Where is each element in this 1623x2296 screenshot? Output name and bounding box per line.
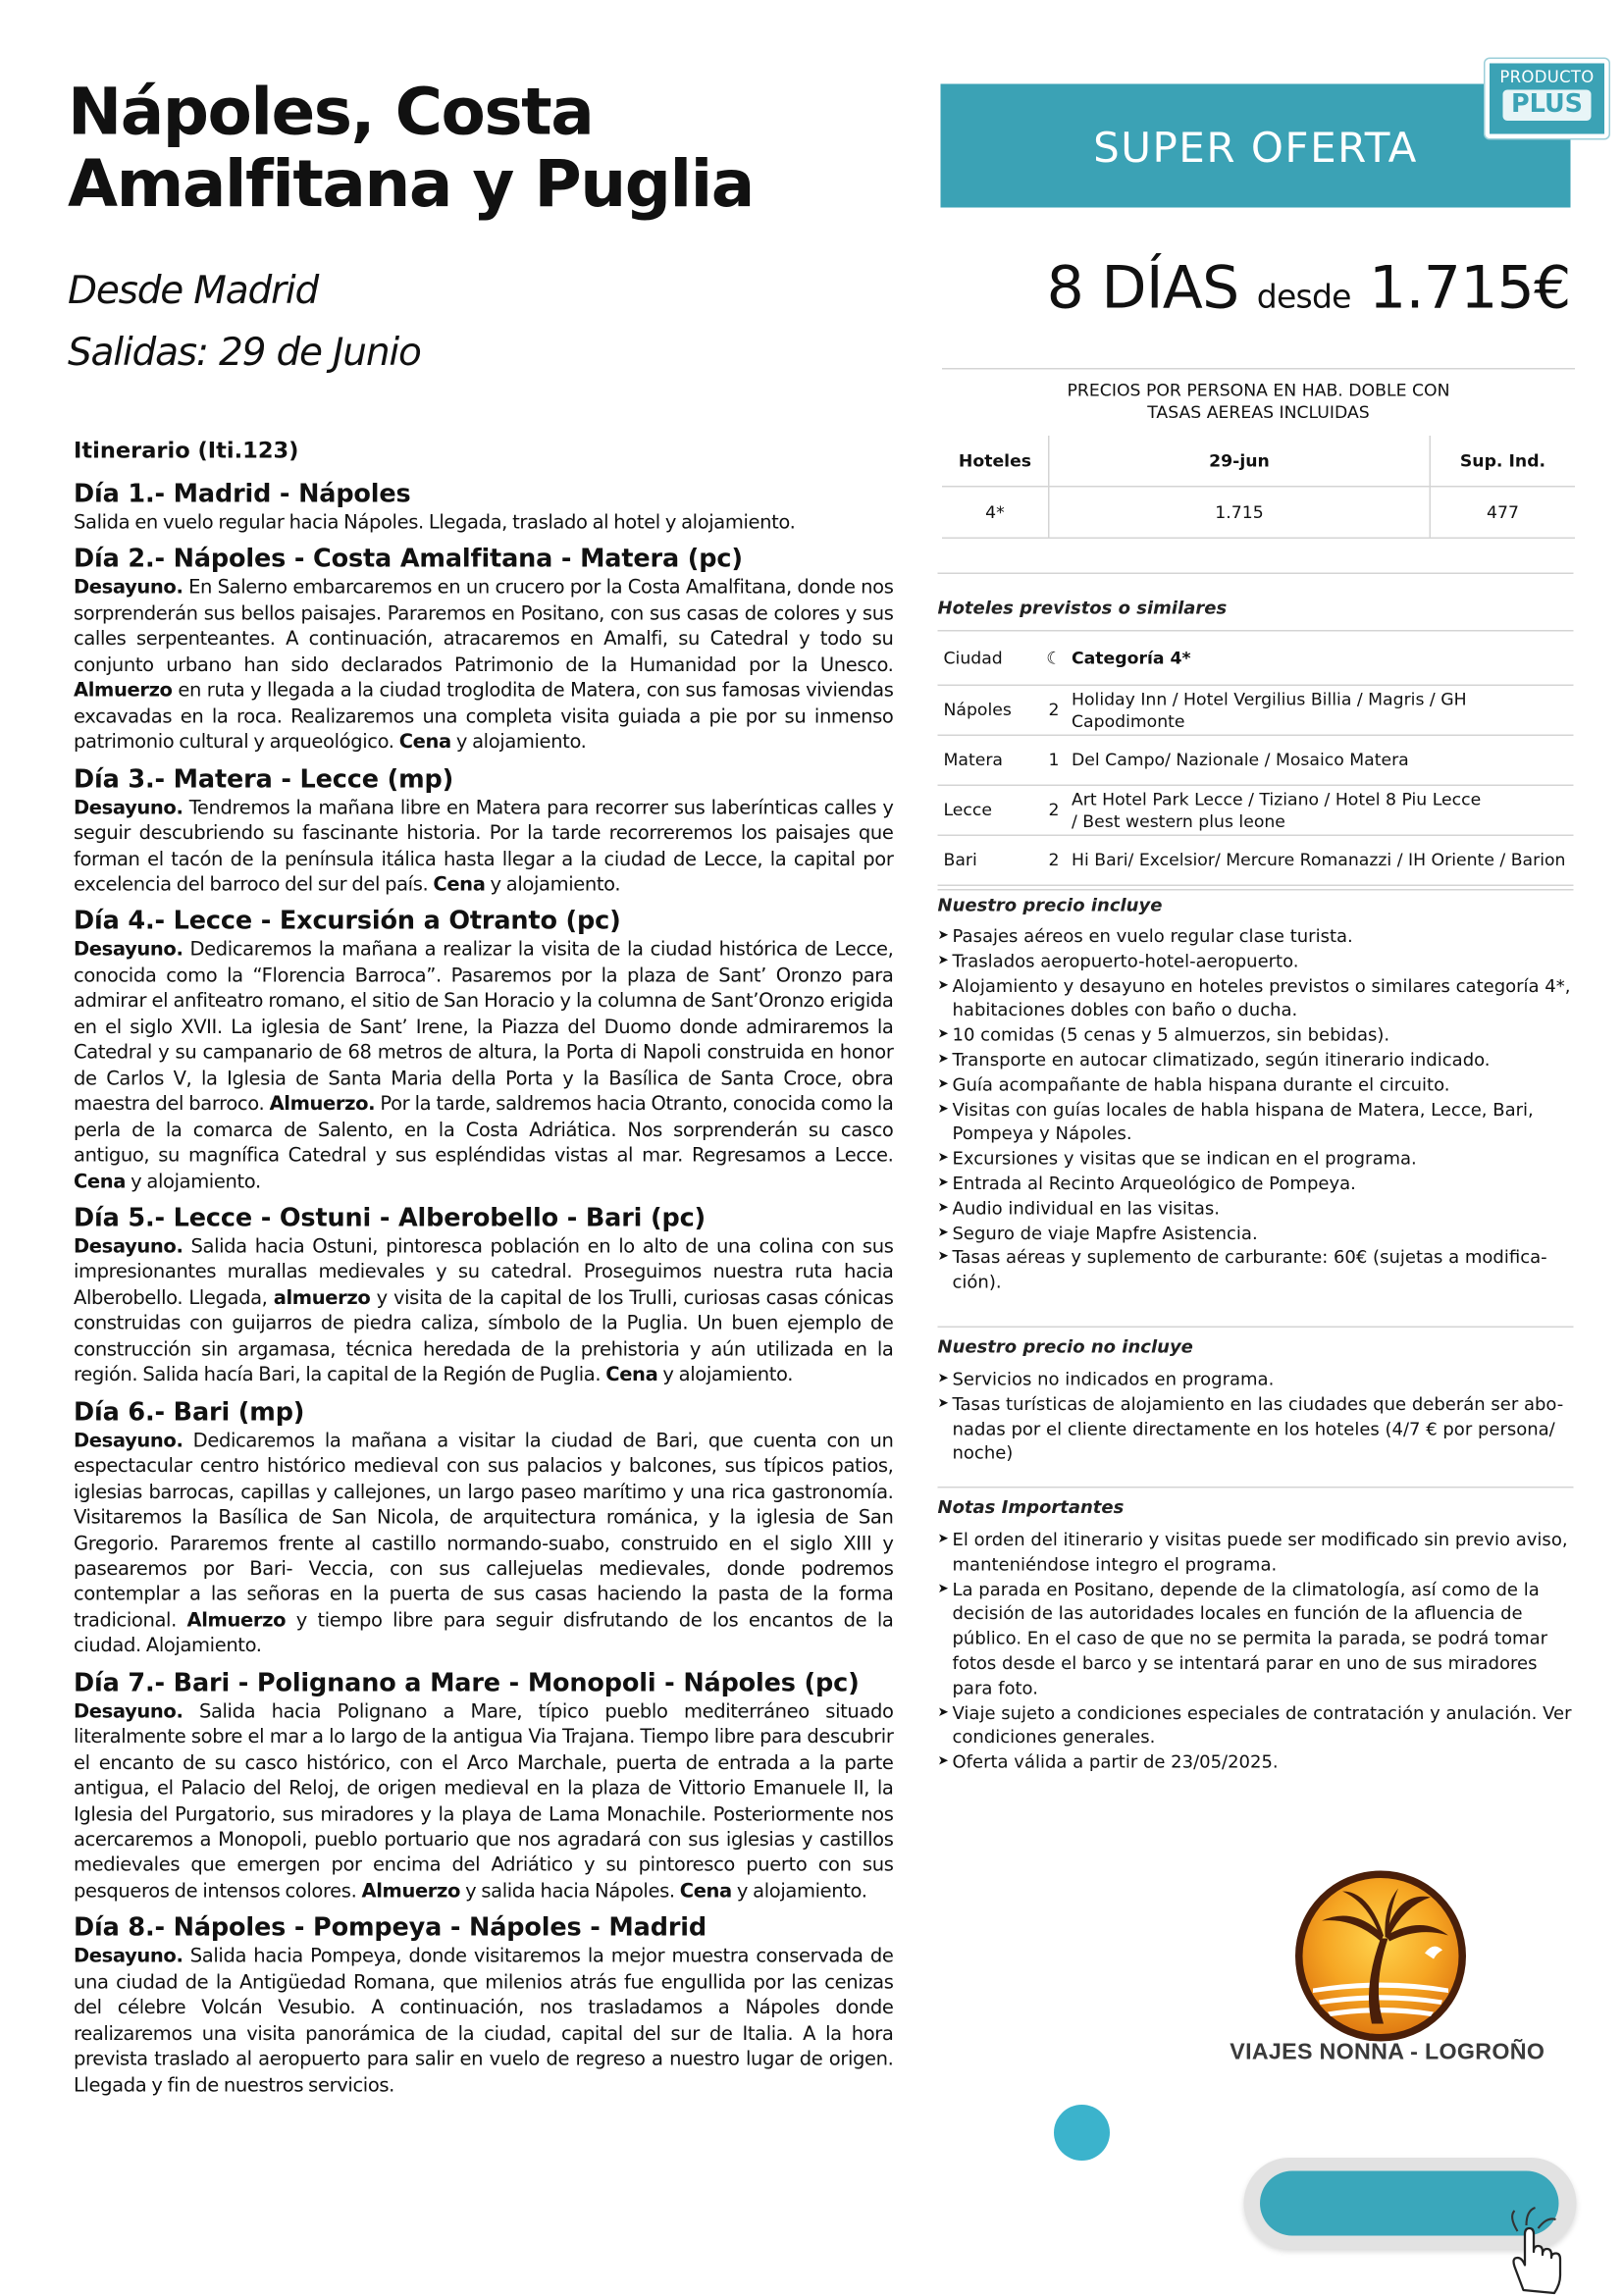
day-description bbox=[74, 796, 894, 899]
day-title: Día 5.- Lecce - Ostuni - Alberobello - Bari (pc) bbox=[74, 1203, 707, 1233]
divider bbox=[942, 368, 1575, 370]
includes-item: ➤ Pasajes aéreos en vuelo regular clase turista. bbox=[938, 924, 1574, 949]
day-highlight: Desayuno. bbox=[74, 1430, 183, 1453]
day-description bbox=[74, 576, 894, 756]
itinerary-day bbox=[74, 1204, 894, 1389]
title-line-2: Amalfitana y Puglia bbox=[68, 147, 754, 223]
includes-item: ➤ Entrada al Recinto Arqueológico de Pompeya. bbox=[938, 1172, 1574, 1196]
day-text: Por la tarde, saldremos hacia Otranto, conocida como la perla de la comarca de Salento, en la Costa Adriática. Nos sorprenderán su casco antiguo, su magnífica Catedral y sus espléndidas vistas al mar. Regresamos a Lecce. bbox=[74, 1093, 894, 1168]
notes-item: ➤ El orden del itinerario y visitas puede ser modificado sin previo aviso, manteniéndose integro el programa. bbox=[938, 1528, 1574, 1577]
includes-item: ➤ Alojamiento y desayuno en hoteles previstos o similares categoría 4*, habitaciones dobles con baño o ducha. bbox=[938, 973, 1574, 1022]
hotel-row bbox=[938, 835, 1574, 885]
itinerary-day bbox=[74, 1914, 894, 2100]
price-header-hotels: Hoteles bbox=[942, 436, 1049, 487]
day-highlight: Desayuno. bbox=[74, 577, 183, 600]
includes-item: ➤ Transporte en autocar climatizado, según itinerario indicado. bbox=[938, 1048, 1574, 1072]
day-highlight: Cena bbox=[605, 1364, 658, 1387]
headline-price bbox=[1047, 253, 1571, 335]
day-text: y tiempo libre para seguir disfrutando de los encantos de la ciudad. Alojamiento. bbox=[74, 1609, 894, 1658]
pointer-hand-icon bbox=[1494, 2202, 1571, 2296]
day-text: Salida hacia Polignano a Mare, típico pueblo mediterráneo situado literalmente sobre el mar a lo largo de la antigua Via Trajana. Tiempo libre para descubrir el encanto de su casco histórico, con el Arco Marchale, puerta de entrada a la parte antigua, el Palacio del Reloj, de origen medieval en la plaza de Vittorio Emanuele II, la Iglesia del Purgatorio, sus miradores y la playa de Lama Monachile. Posteriormente nos acercaremos a Monopoli, pueblo portuario que nos agradará con sus iglesias y castillos medievales que emergen por encima del Adriático y su pintoresco puerto con sus pesqueros de intensos colores. bbox=[74, 1700, 894, 1904]
day-text: y alojamiento. bbox=[485, 873, 621, 897]
day-highlight: Desayuno. bbox=[74, 1235, 183, 1259]
hotel-nights: 2 bbox=[1042, 685, 1066, 735]
day-highlight: Cena bbox=[74, 1171, 127, 1193]
day-title: Día 3.- Matera - Lecce (mp) bbox=[74, 764, 454, 795]
day-title: Día 1.- Madrid - Nápoles bbox=[74, 480, 411, 509]
excludes-section bbox=[938, 1335, 1574, 1467]
day-highlight: Almuerzo bbox=[361, 1880, 461, 1904]
itinerary-day bbox=[74, 1669, 894, 1905]
day-description bbox=[74, 511, 894, 537]
includes-item: ➤ Traslados aeropuerto-hotel-aeropuerto. bbox=[938, 949, 1574, 973]
decorative-dot bbox=[1054, 2105, 1110, 2161]
includes-item: ➤ Visitas con guías locales de habla hispana de Matera, Lecce, Bari, Pompeya y Nápoles. bbox=[938, 1097, 1574, 1146]
price-cell-supplement: 477 bbox=[1430, 487, 1575, 539]
hotels-header-category: Categoría 4* bbox=[1066, 631, 1574, 686]
price-amount: 1.715€ bbox=[1369, 254, 1571, 323]
hotel-row bbox=[938, 685, 1574, 735]
itinerary-day bbox=[74, 546, 894, 757]
day-text: Salida hacia Ostuni, pintoresca población en lo alto de una colina con sus impresionantes murallas medievales y su catedral. Proseguimos nuestra ruta hacia Alberobello. Llegada, bbox=[74, 1235, 894, 1310]
price-cell-price: 1.715 bbox=[1049, 487, 1431, 539]
itinerary-day bbox=[74, 908, 894, 1195]
excludes-list bbox=[938, 1368, 1574, 1467]
price-cell-category: 4* bbox=[942, 487, 1049, 539]
brand-name: VIAJES NONNA - LOGROÑO bbox=[1230, 2040, 1545, 2065]
hotel-city: Nápoles bbox=[938, 685, 1043, 735]
super-offer-banner bbox=[941, 84, 1571, 208]
itinerary-day bbox=[74, 480, 894, 537]
price-table-header bbox=[942, 436, 1575, 487]
day-text: y visita de la capital de los Trulli, curiosas casas cónicas construidas con guijarros de piedra caliza, símbolo de la Puglia. Un buen ejemplo de construcción sin argamasa, técnica heredada de la prehistoria y aún utilizada en la región. Salida hacía Bari, la capital de la Región de Puglia. bbox=[74, 1287, 894, 1387]
includes-item: ➤ Seguro de viaje Mapfre Asistencia. bbox=[938, 1221, 1574, 1245]
notes-list bbox=[938, 1528, 1574, 1775]
includes-item: ➤ 10 comidas (5 cenas y 5 almuerzos, sin bebidas). bbox=[938, 1023, 1574, 1048]
price-table bbox=[942, 436, 1575, 539]
includes-title: Nuestro precio incluye bbox=[937, 895, 1163, 915]
day-highlight: Desayuno. bbox=[74, 1700, 183, 1724]
day-text: y alojamiento. bbox=[731, 1880, 867, 1904]
day-highlight: Almuerzo bbox=[74, 680, 173, 703]
day-text: y alojamiento. bbox=[657, 1364, 794, 1387]
prices-caption-line-1: PRECIOS POR PERSONA EN HAB. DOBLE CON bbox=[1067, 380, 1450, 400]
day-title: Día 2.- Nápoles - Costa Amalfitana - Matera (pc) bbox=[74, 545, 743, 575]
day-highlight: Almuerzo bbox=[186, 1609, 287, 1633]
day-highlight: Desayuno. bbox=[74, 939, 183, 963]
badge-top-text: PRODUCTO bbox=[1499, 68, 1595, 87]
day-text: Dedicaremos la mañana a realizar la visita de la ciudad histórica de Lecce, conocida como la “Florencia Barroca”. Pasaremos por la plaza de Sant’ Oronzo para admirar el anfiteatro romano, el sitio de San Horacio y la columna de Sant’Oronzo erigida en el siglo XVII. La iglesia de Sant’ Irene, la Piazza del Duomo donde admiraremos la Catedral y su campanario de 68 metros de altura, la Porta di Napoli construida en honor de Carlos V, la Iglesia de Santa Maria della Porta y la Basílica de Santa Croce, obra maestra del barroco. bbox=[74, 939, 894, 1117]
day-highlight: Cena bbox=[679, 1880, 732, 1904]
divider bbox=[938, 1327, 1574, 1329]
hotel-city: Bari bbox=[938, 835, 1043, 885]
price-table-row bbox=[942, 487, 1575, 539]
divider bbox=[938, 1487, 1574, 1488]
day-text: Salida en vuelo regular hacia Nápoles. Llegada, traslado al hotel y alojamiento. bbox=[74, 512, 796, 535]
day-text: y alojamiento. bbox=[450, 731, 587, 755]
hotels-table-header bbox=[938, 631, 1574, 686]
departures-subtitle: Salidas: 29 de Junio bbox=[68, 331, 421, 376]
itinerary-day bbox=[74, 1398, 894, 1660]
hotels-header-city: Ciudad bbox=[938, 631, 1043, 686]
origin-subtitle: Desde Madrid bbox=[68, 269, 319, 314]
title-line-1: Nápoles, Costa bbox=[68, 75, 594, 150]
itinerary-days bbox=[74, 480, 894, 2099]
day-description bbox=[74, 1429, 894, 1660]
hotel-row bbox=[938, 785, 1574, 835]
day-description bbox=[74, 1234, 894, 1388]
day-highlight: almuerzo bbox=[273, 1287, 371, 1310]
day-title: Día 4.- Lecce - Excursión a Otranto (pc) bbox=[74, 907, 621, 937]
day-text: Salida hacia Pompeya, donde visitaremos la mejor muestra conservada de una ciudad de la Antigüedad Romana, que milenios atrás fue engullida por las cenizas del célebre Volcán Vesubio. A continuación, nos trasladamos a Nápoles donde realizaremos una visita panorámica de la ciudad, capital del sur de Italia. A la hora prevista traslado al aeropuerto para salir en vuelo de regreso a nuestro lugar de origen. Llegada y fin de nuestros servicios. bbox=[74, 1946, 894, 2097]
notes-title: Notas Importantes bbox=[937, 1496, 1125, 1518]
divider bbox=[938, 889, 1574, 891]
itinerary-heading: Itinerario (Iti.123) bbox=[74, 437, 299, 464]
duration-days: 8 DÍAS bbox=[1046, 254, 1239, 323]
hotel-names: Hi Bari/ Excelsior/ Mercure Romanazzi / IH Oriente / Barion bbox=[1066, 835, 1574, 885]
price-from-label: desde bbox=[1256, 280, 1351, 317]
day-title: Día 8.- Nápoles - Pompeya - Nápoles - Madrid bbox=[74, 1913, 707, 1944]
day-description bbox=[74, 938, 894, 1195]
day-title: Día 6.- Bari (mp) bbox=[74, 1397, 305, 1428]
day-highlight: Almuerzo. bbox=[269, 1093, 376, 1117]
itinerary-day bbox=[74, 764, 894, 898]
hotel-names: Holiday Inn / Hotel Vergilius Billia / Magris / GH Capodimonte bbox=[1066, 685, 1574, 735]
prices-caption bbox=[942, 380, 1575, 424]
day-highlight: Desayuno. bbox=[74, 1946, 183, 1969]
excludes-title: Nuestro precio no incluye bbox=[937, 1336, 1193, 1357]
hotel-nights: 2 bbox=[1042, 835, 1066, 885]
hotel-names: Art Hotel Park Lecce / Tiziano / Hotel 8 Piu Lecce / Best western plus leone bbox=[1066, 785, 1574, 835]
excludes-item: ➤ Tasas turísticas de alojamiento en las ciudades que deberán ser abo-nadas por el cliente directamente en los hoteles (4/7 € por persona/ noche) bbox=[938, 1392, 1574, 1467]
hotels-title: Hoteles previstos o similares bbox=[937, 598, 1228, 618]
day-text: y alojamiento. bbox=[126, 1171, 261, 1193]
nights-moon-icon: ☾ bbox=[1042, 631, 1066, 686]
badge-bottom-text: PLUS bbox=[1502, 90, 1592, 122]
includes-item: ➤ Guía acompañante de habla hispana durante el circuito. bbox=[938, 1072, 1574, 1097]
excludes-item: ➤ Servicios no indicados en programa. bbox=[938, 1368, 1574, 1392]
price-header-supplement: Sup. Ind. bbox=[1430, 436, 1575, 487]
day-text: En Salerno embarcaremos en un crucero por la Costa Amalfitana, donde nos sorprenderán sus bellos paisajes. Pararemos en Positano, con sus casas de colores y sus calles serpenteantes. A continuación, atracaremos en Amalfi, su Catedral y todo su conjunto urbano han sido declarados Patrimonio de la Humanidad por la Unesco. bbox=[74, 577, 894, 677]
hotel-city: Matera bbox=[938, 735, 1043, 785]
hotel-nights: 2 bbox=[1042, 785, 1066, 835]
day-description bbox=[74, 1699, 894, 1905]
super-offer-label: SUPER OFERTA bbox=[1093, 123, 1418, 172]
day-highlight: Desayuno. bbox=[74, 797, 183, 819]
notes-item: ➤ Viaje sujeto a condiciones especiales de contratación y anulación. Ver condiciones generales. bbox=[938, 1700, 1574, 1749]
includes-item: ➤ Tasas aéreas y suplemento de carburante: 60€ (sujetas a modifica-ción). bbox=[938, 1246, 1574, 1295]
day-title: Día 7.- Bari - Polignano a Mare - Monopoli - Nápoles (pc) bbox=[74, 1668, 860, 1698]
notes-section bbox=[938, 1495, 1574, 1775]
divider bbox=[938, 573, 1574, 575]
notes-item: ➤ La parada en Positano, depende de la climatología, así como de la decisión de las autoridades locales en función de la afluencia de público. En el caso de que no se permita la parada, se podrá tomar fotos desde el barco y se intentará parar en uno de sus miradores para foto. bbox=[938, 1577, 1574, 1700]
day-text: Dedicaremos la mañana a visitar la ciudad de Bari, que cuenta con un espectacular centro histórico medieval con sus palacios y balcones, sus típicos patios, iglesias barrocas, capillas y callejones, un largo paseo marítimo y una rica gastronomía. Visitaremos la Basílica de San Nicola, de arquitectura románica, y la iglesia de San Gregorio. Pararemos frente al castillo normando-suabo, construido en el siglo XIII y pasearemos por Bari- Veccia, con sus callejuelas medievales, donde podremos contemplar a las señoras en la puerta de sus casas haciendo la pasta de la forma tradicional. bbox=[74, 1430, 894, 1633]
hotel-nights: 1 bbox=[1042, 735, 1066, 785]
includes-item: ➤ Excursiones y visitas que se indican en el programa. bbox=[938, 1147, 1574, 1172]
price-header-date: 29-jun bbox=[1049, 436, 1431, 487]
includes-item: ➤ Audio individual en las visitas. bbox=[938, 1196, 1574, 1221]
producto-plus-badge bbox=[1486, 59, 1609, 138]
day-highlight: Cena bbox=[398, 731, 451, 755]
hotel-names: Del Campo/ Nazionale / Mosaico Matera bbox=[1066, 735, 1574, 785]
day-highlight: Cena bbox=[433, 873, 486, 897]
includes-list bbox=[938, 924, 1574, 1295]
hotels-table bbox=[938, 630, 1574, 886]
page-title bbox=[68, 77, 863, 221]
notes-item: ➤ Oferta válida a partir de 23/05/2025. bbox=[938, 1750, 1574, 1775]
day-description bbox=[74, 1945, 894, 2099]
hotel-city: Lecce bbox=[938, 785, 1043, 835]
day-text: Tendremos la mañana libre en Matera para recorrer sus laberínticas calles y seguir descubriendo su fascinante historia. Por la tarde recorreremos los paisajes que forman el tacón de la península itálica hasta llegar a la ciudad de Lecce, la capital por excelencia del barroco del sur del país. bbox=[74, 797, 894, 897]
includes-section bbox=[938, 894, 1574, 1295]
day-text: en ruta y llegada a la ciudad troglodita de Matera, con sus famosas viviendas excavadas en la roca. Realizaremos una completa visita guiada a pie por su inmenso patrimonio cultural y arqueológico. bbox=[74, 680, 894, 755]
day-text: y salida hacia Nápoles. bbox=[460, 1880, 680, 1904]
itinerary-section bbox=[74, 436, 894, 2108]
prices-caption-line-2: TASAS AEREAS INCLUIDAS bbox=[1147, 401, 1370, 423]
hotel-row bbox=[938, 735, 1574, 785]
